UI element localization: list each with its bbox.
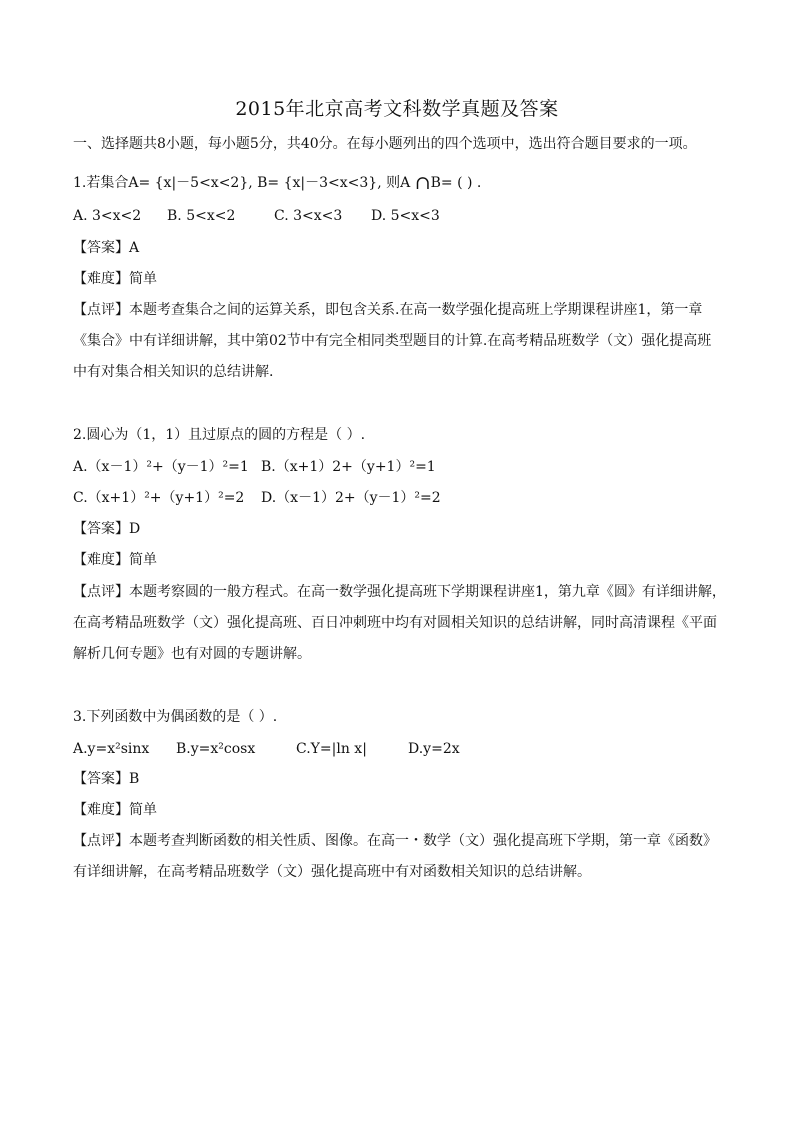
question-2-option-b: B.（x+1）2+（y+1）²=1 [261,459,436,475]
question-3-option-d: D.y=2x [408,741,460,757]
question-1-comment-line-2: 《集合》中有详细讲解，其中第02节中有完全相同类型题目的计算.在高考精品班数学（文）强化提高班 [73,333,712,349]
question-2-answer: 【答案】D [73,521,141,537]
question-2-option-d: D.（x－1）2+（y－1）²=2 [261,490,441,506]
question-2-comment-line-3: 解析几何专题》也有对圆的专题讲解。 [73,646,311,662]
page-title: 2015年北京高考文科数学真题及答案 [235,98,559,120]
question-1-option-a: A. 3<x<2 [73,208,142,224]
question-1-comment-line-1: 【点评】本题考查集合之间的运算关系，即包含关系.在高一数学强化提高班上学期课程讲座1，第一章 [73,302,703,318]
section-intro: 一、选择题共8小题，每小题5分，共40分。在每小题列出的四个选项中，选出符合题目要求的一项。 [73,136,697,152]
question-3-options [73,739,733,759]
question-3-difficulty: 【难度】简单 [73,802,157,818]
question-2-difficulty: 【难度】简单 [73,552,157,568]
question-1-stem-part2: B= ( ) . [430,175,482,191]
question-1-options [73,206,733,226]
question-3-answer: 【答案】B [73,771,140,787]
question-1-difficulty: 【难度】简单 [73,271,157,287]
question-2-stem: 2.圆心为（1，1）且过原点的圆的方程是（ ）. [73,427,366,443]
question-1-option-c: C. 3<x<3 [274,208,343,224]
question-3-comment-line-2: 有详细讲解，在高考精品班数学（文）强化提高班中有对函数相关知识的总结讲解。 [73,864,591,880]
question-3-comment-line-1: 【点评】本题考查判断函数的相关性质、图像。在高一・数学（文）强化提高班下学期，第一章《函数》 [73,833,717,849]
question-1-answer: 【答案】A [73,240,140,256]
question-2-option-a: A.（x－1）²+（y－1）²=1 [73,459,249,475]
question-2-comment-line-1: 【点评】本题考察圆的一般方程式。在高一数学强化提高班下学期课程讲座1，第九章《圆》有详细讲解， [73,584,726,600]
question-3-option-c: C.Y=|ln x| [296,741,367,757]
question-1-stem [73,173,733,193]
intersection-symbol: ∩ [414,172,431,194]
question-1-option-b: B. 5<x<2 [167,208,236,224]
question-1-option-d: D. 5<x<3 [371,208,440,224]
question-1-stem-part1: 1.若集合A= {x|－5<x<2}, B= {x|－3<x<3}, 则A [73,175,415,191]
question-3-option-a: A.y=x²sinx [73,741,150,757]
question-2-option-c: C.（x+1）²+（y+1）²=2 [73,490,245,506]
question-3-stem: 3.下列函数中为偶函数的是（ ）. [73,709,278,725]
question-2-options-row-1 [73,457,733,477]
question-2-comment-line-2: 在高考精品班数学（文）强化提高班、百日冲刺班中均有对圆相关知识的总结讲解，同时高清课程《平面 [73,615,717,631]
question-2-options-row-2 [73,488,733,508]
question-1-comment-line-3: 中有对集合相关知识的总结讲解. [73,364,274,380]
question-3-option-b: B.y=x²cosx [176,741,256,757]
